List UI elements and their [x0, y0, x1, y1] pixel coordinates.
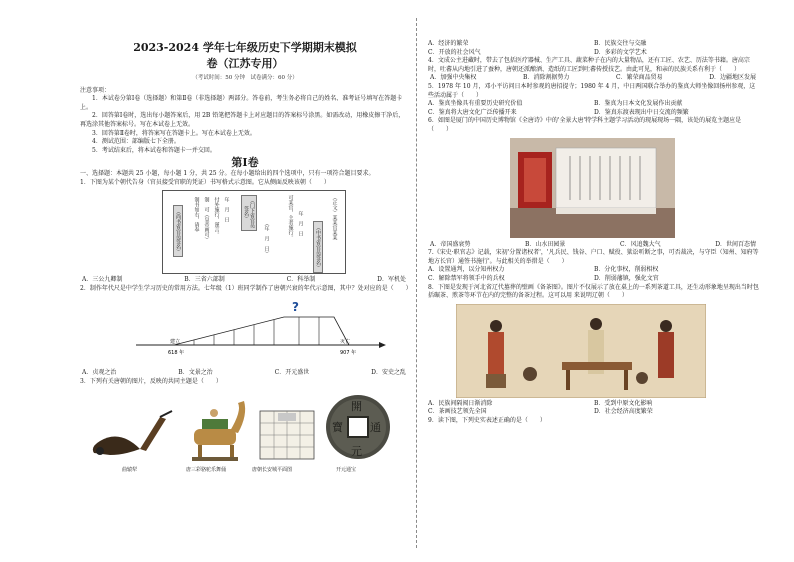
coin-char-right: 通: [370, 420, 381, 434]
q4-option-c[interactable]: C．繁荣商品贸易: [615, 74, 663, 82]
caption-coin: 开元通宝: [336, 466, 357, 473]
changan-city-map-image: [260, 411, 314, 459]
q8-stem: 8．下图是发现于河北省辽代墓葬的壁画《备茶图》。图片不仅展示了放在桌上的一系列茶道工具，还生动形象地呈现出当时包括碾茶、煎茶等环节在内的完整的备茶过程。这可以用 来说明辽朝（ ）: [428, 283, 759, 300]
q2-option-c[interactable]: C．开元盛世: [274, 369, 310, 377]
q1-option-d[interactable]: D．军机处: [377, 276, 406, 284]
q6-option-a[interactable]: A．帝国盛衰势: [430, 240, 471, 248]
timeline-end-label: 灭亡: [340, 339, 351, 346]
kaiyuan-coin-image: [326, 395, 390, 459]
q1-box-menxia: （门下省官员签名）: [241, 195, 257, 231]
timeline-start-year: 618 年: [168, 350, 185, 357]
q5-stem: 5．1978 年 10 月，邓小平访问日本时参观的唐招提寺；1980 年 4 月，中日两国联合举办的鉴真大师坐像回扬州参观，这些活动属于（ ）: [428, 82, 756, 99]
q1-box-zhongshu: （中书省官员签名）: [313, 221, 323, 273]
timeline-arrow: [379, 342, 386, 348]
section-title: 第Ⅰ卷: [231, 156, 259, 170]
q1-box-shangshu: （尚书省官员签名）: [173, 205, 183, 257]
q1-col: 付外施行，谨言。: [213, 197, 220, 238]
section-intro: 一、选择题：本题共 25 小题，每小题 1 分，共 25 分。在每小题给出的四个选项中，只有一项符合题目要求。: [80, 169, 375, 177]
note-item: 1．本试卷分第Ⅰ卷（选择题）和第Ⅱ卷（非选择题）两部分。答卷前，考生务必将自己的姓名、准考证号填写在答题卡上。: [80, 95, 403, 111]
q6-option-c[interactable]: C．风追魏大气: [619, 240, 661, 248]
q7-option-a[interactable]: A．设置通判，以分知州权力: [428, 266, 505, 274]
q2-option-a[interactable]: A．贞观之治: [82, 369, 117, 377]
timeline-curve: [174, 317, 349, 345]
q6-photo-svg: [510, 138, 675, 238]
q6-option-d[interactable]: D．世间百态情: [715, 240, 756, 248]
q2-stem: 2．制作年代尺是中学生学习历史的常用方法。七年级（1）班同学制作了唐朝兴衰的年代示意图，其中？处对应的是（ ）: [80, 284, 412, 292]
q2-timeline: [134, 295, 394, 367]
q7-option-c[interactable]: C．解除禁军将领手中的兵权: [428, 274, 505, 282]
exam-title: [80, 40, 410, 72]
q6-stem: 6．如图是厦门的中国历史博物馆《全唐诗》中的'全景大唐'特学科主题学习活动的现展现场一隅，该处的展览主题应是（ ）: [428, 117, 742, 133]
camel-figurine-image: [192, 401, 245, 461]
q1-col: 制书如右，请奉: [193, 197, 200, 233]
q3-options: [428, 40, 760, 57]
q3-option-d[interactable]: D．多彩的文学艺术: [594, 48, 647, 56]
q8-option-b[interactable]: B．受到中原文化影响: [594, 399, 653, 407]
q1-col: （年 月 日）: [263, 221, 270, 257]
caption-camel: 唐三彩骆驼乐舞俑: [186, 466, 227, 473]
plough-image: [93, 411, 172, 455]
caption-citymap: 唐朝长安城平面图: [252, 466, 293, 473]
q1-col: 制 可（皇帝画可）: [203, 197, 210, 243]
q3-option-c[interactable]: C．开放的社会风气: [428, 48, 481, 56]
q5-option-b[interactable]: B．鉴真为日本文化发展作出贡献: [594, 100, 683, 108]
q1-options: [80, 276, 410, 285]
q4-stem: 4．文成公主进藏时，带去了包括医疗器械、生产工具、蔬菜种子在内的大量物品，还有工匠、农艺、历法等书籍。唐高宗时，吐蕃从内地引进了蚕种，唐朝还派酿酒、造纸的工匠到吐蕃传授技艺。由此可见，和亲的民族关系有利于（ ）: [428, 57, 750, 73]
note-item: 4．测试范围：部编版七下全册。: [92, 138, 180, 146]
caption-plough: 曲辕犁: [122, 466, 138, 473]
q1-option-c[interactable]: C．科举制: [286, 276, 316, 284]
q5-option-d[interactable]: D．鉴真东渡表现出中日交流的频繁: [594, 108, 689, 116]
q3-option-a[interactable]: A．经济的繁荣: [428, 40, 469, 47]
q1-figure: [162, 190, 346, 274]
q2-option-d[interactable]: D．安史之乱: [371, 369, 406, 377]
q1-option-a[interactable]: A．三公九卿制: [82, 276, 123, 284]
q3-option-b[interactable]: B．民族交往与交融: [594, 40, 647, 47]
q1-stem: 1．下图为某个朝代告身（官员接受官职的凭证）书写格式示意图。它从侧面反映该朝（ ）: [80, 178, 330, 186]
q8-option-a[interactable]: A．民族间隔阂日渐消除: [428, 399, 493, 407]
q4-options: [428, 74, 760, 83]
right-column: [428, 0, 760, 562]
q2-options: [80, 369, 410, 378]
q1-col: 年 月 日: [297, 211, 304, 237]
q8-options: [428, 400, 760, 417]
q5-option-a[interactable]: A．鉴真坐像具有重要历史研究价值: [428, 100, 523, 108]
q8-tea-fresco: [456, 304, 706, 398]
notes-heading: 注意事项：: [80, 86, 111, 94]
note-item: 3．回答第Ⅱ卷时，将答案写在答题卡上。写在本试卷上无效。: [92, 129, 256, 137]
timeline-end-year: 907 年: [340, 350, 357, 357]
q1-col: 年 月 日: [223, 197, 230, 223]
page-divider: [416, 18, 417, 548]
q3-images: [80, 389, 410, 475]
note-item: 2．回答第Ⅰ卷时，选出每小题答案后，用 2B 铅笔把答题卡上对应题目的答案标号涂黑。如需改动，用橡皮擦干净后，再选涂其他答案标号。写在本试卷上无效。: [80, 112, 405, 128]
coin-char-top: 開: [351, 399, 362, 413]
left-column: [80, 0, 410, 562]
q8-fresco-svg: [456, 304, 706, 398]
q1-col: 可某官，主者施行。: [287, 195, 294, 241]
q7-options: [428, 266, 760, 283]
title-line-1: 2023-2024 学年七年级历史下学期期末模拟: [133, 41, 357, 54]
q6-option-b[interactable]: B．山水田园景: [524, 240, 566, 248]
coin-char-bottom: 元: [351, 444, 362, 458]
q9-stem: 9．读下图，下列史实表述正确的是（ ）: [428, 416, 546, 424]
timeline-start-label: 建立: [170, 339, 181, 346]
q4-option-a[interactable]: A．加强中央集权: [430, 74, 477, 82]
q4-option-b[interactable]: B．消除割据势力: [522, 74, 570, 82]
q5-options: [428, 100, 760, 117]
q7-stem: 7.《宋史·职官志》记载，宋初'分置诸权者'，'凡兵民、钱谷、户口、赋役、狱讼听断之事，可否裁决，与守臣（知州、知府等地方长官）通签书施行'。与此相关的举措是（ ）: [428, 249, 759, 265]
q1-col: （正文）某某官某某: [331, 195, 338, 241]
timeline-question-mark: ?: [292, 300, 299, 315]
q3-images-svg: [80, 389, 410, 463]
q7-option-b[interactable]: B．分化事权，削弱相权: [594, 266, 659, 274]
q4-option-d[interactable]: D．边疆地区发展: [709, 74, 756, 82]
coin-char-left: 寶: [332, 420, 343, 434]
title-line-2: 卷（江苏专用）: [206, 57, 284, 70]
q2-option-b[interactable]: B．文景之治: [178, 369, 213, 377]
q7-option-d[interactable]: D．削弱藩镇，强化文官: [594, 274, 659, 282]
q5-option-c[interactable]: C．鉴真将大唐文化广泛传播开来: [428, 108, 517, 116]
q8-option-c[interactable]: C．茶画技艺领先全国: [428, 408, 487, 416]
note-item: 5．考试结束后，将本试卷和答题卡一并交回。: [92, 146, 216, 154]
exam-subtitle: （考试时间：50 分钟 试卷满分：60 分）: [192, 75, 298, 81]
q8-option-d[interactable]: D．社会经济高度繁荣: [594, 408, 653, 416]
q2-timeline-svg: [134, 295, 394, 367]
q6-options: [428, 241, 760, 250]
q3-stem: 3．下列有关唐朝的图片，反映的共同主题是（ ）: [80, 377, 222, 385]
q1-option-b[interactable]: B．三省六部制: [184, 276, 225, 284]
q6-exhibition-photo: [510, 138, 675, 238]
